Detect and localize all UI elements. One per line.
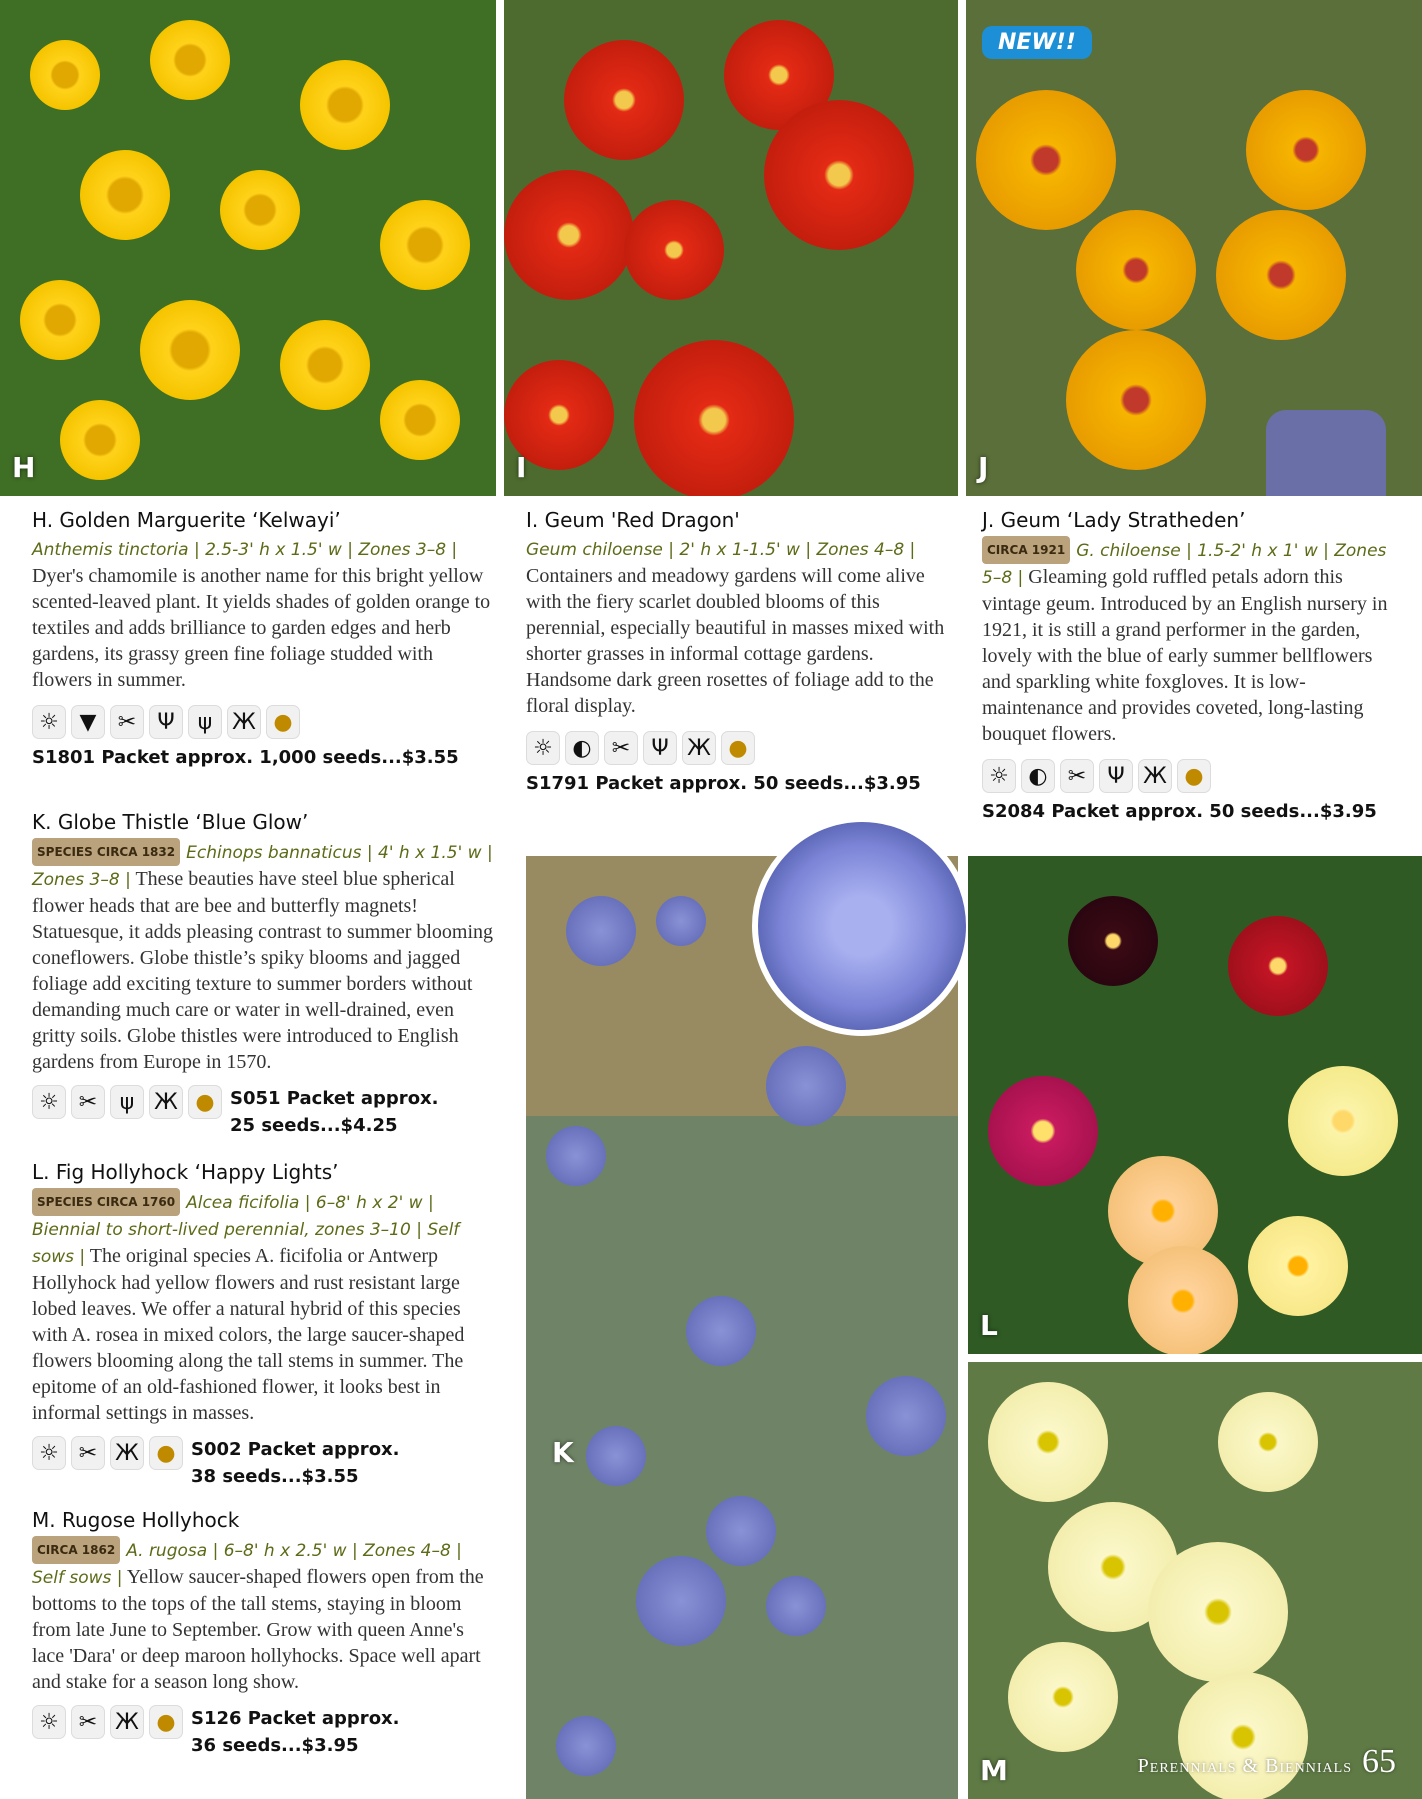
growing-icons	[32, 1705, 183, 1739]
container-icon: ▼	[71, 705, 105, 739]
entry-geum-red-dragon	[526, 508, 946, 794]
footer-section: Perennials & Biennials	[1137, 1755, 1352, 1777]
price-line	[191, 1436, 400, 1490]
price-line: S2084 Packet approx. 50 seeds...$3.95	[982, 801, 1377, 822]
entry-golden-marguerite	[32, 508, 492, 768]
growing-icons	[32, 1436, 183, 1470]
entry-title: L. Fig Hollyhock ‘Happy Lights’	[32, 1160, 339, 1184]
bee-icon: ●	[721, 731, 755, 765]
butterfly-icon: Ж	[682, 731, 716, 765]
entry-title: H. Golden Marguerite ‘Kelwayi’	[32, 508, 341, 532]
growing-icons	[32, 1085, 222, 1119]
price-line: S1801 Packet approx. 1,000 seeds...$3.55	[32, 747, 459, 768]
entry-body: Gleaming gold ruffled petals adorn this vintage geum. Introduced by an English nursery in 1921, it is still a grand performer in the garden, lovely with the blue of early summer bellflowers and sparkling white foxgloves. It is low-maintenance and provides coveted, long-lasting bouquet flowers.	[982, 566, 1388, 745]
page-number: 65	[1362, 1743, 1396, 1780]
cut-flower-icon: ✂	[110, 705, 144, 739]
photo-tag-l: L	[980, 1309, 998, 1342]
entry-geum-lady-stratheden	[982, 508, 1396, 822]
circa-badge: SPECIES CIRCA 1760	[32, 1188, 180, 1216]
deer-resistant-icon: Ψ	[1099, 759, 1133, 793]
entry-specs: Echinops bannaticus | 4' h x 1.5' w | Zones 3–8 |	[32, 843, 493, 890]
deer-resistant-icon: Ψ	[643, 731, 677, 765]
growing-icons	[526, 731, 946, 765]
bee-icon: ●	[266, 705, 300, 739]
price-line-2: 25 seeds...$4.25	[230, 1115, 398, 1136]
photo-tag-m: M	[980, 1754, 1008, 1787]
entry-specs: A. rugosa | 6–8' h x 2.5' w | Zones 4–8 | Self sows |	[32, 1541, 462, 1588]
photo-tag-k: K	[552, 1436, 574, 1469]
price-line-2: 38 seeds...$3.55	[191, 1466, 359, 1487]
bee-icon: ●	[149, 1705, 183, 1739]
entry-description	[32, 536, 492, 693]
circa-badge: CIRCA 1921	[982, 536, 1070, 564]
growing-icons	[32, 705, 492, 739]
cut-flower-icon: ✂	[71, 1436, 105, 1470]
price-line-1: S126 Packet approx.	[191, 1708, 400, 1729]
deer-resistant-icon: Ψ	[149, 705, 183, 739]
part-shade-icon: ◐	[1021, 759, 1055, 793]
page-footer	[1138, 1743, 1396, 1781]
photo-golden-marguerite	[0, 0, 496, 496]
photo-globe-thistle-closeup	[752, 816, 972, 1036]
entry-fig-hollyhock	[32, 1160, 498, 1490]
butterfly-icon: Ж	[1138, 759, 1172, 793]
photo-geum-lady-stratheden	[966, 0, 1422, 496]
entry-description	[526, 536, 946, 719]
cut-flower-icon: ✂	[71, 1705, 105, 1739]
entry-description	[32, 838, 502, 1075]
growing-icons	[982, 759, 1396, 793]
entry-body: Dyer's chamomile is another name for this bright yellow scented-leaved plant. It yields shades of golden orange to textiles and adds brilliance to garden edges and herb gardens, its grassy green fine foliage studded with flowers in summer.	[32, 565, 491, 691]
sun-icon: ☼	[982, 759, 1016, 793]
entry-globe-thistle	[32, 810, 502, 1139]
entry-description	[32, 1536, 498, 1695]
entry-specs: Alcea ficifolia | 6–8' h x 2' w | Biennial to short-lived perennial, zones 3–10 | Self sows |	[32, 1193, 460, 1267]
entry-body: These beauties have steel blue spherical flower heads that are bee and butterfly magnets! Statuesque, it adds pleasing contrast to summer blooming coneflowers. Globe thistle’s spiky blooms and jagged foliage add exciting texture to summer borders without demanding much care or water in well-drained, even gritty soils. Globe thistles were introduced to English gardens from Europe in 1570.	[32, 868, 494, 1073]
bee-icon: ●	[1177, 759, 1211, 793]
photo-tag-j: J	[978, 451, 989, 484]
sun-icon: ☼	[32, 705, 66, 739]
entry-description	[982, 536, 1396, 747]
sun-icon: ☼	[32, 1705, 66, 1739]
butterfly-icon: Ж	[110, 1705, 144, 1739]
entry-rugose-hollyhock	[32, 1508, 498, 1759]
price-line	[191, 1705, 400, 1759]
butterfly-icon: Ж	[110, 1436, 144, 1470]
price-line: S1791 Packet approx. 50 seeds...$3.95	[526, 773, 921, 794]
photo-fig-hollyhock	[968, 856, 1422, 1354]
bee-icon: ●	[149, 1436, 183, 1470]
entry-body: Containers and meadowy gardens will come alive with the fiery scarlet doubled blooms of this perennial, especially beautiful in masses mixed with shorter grasses in informal cottage gardens. Handsome dark green rosettes of foliage add to the floral display.	[526, 565, 945, 717]
drought-tolerant-icon: ψ	[110, 1085, 144, 1119]
price-line-1: S051 Packet approx.	[230, 1088, 439, 1109]
icons-and-price	[32, 1436, 498, 1490]
price-line-1: S002 Packet approx.	[191, 1439, 400, 1460]
sun-icon: ☼	[32, 1085, 66, 1119]
drought-tolerant-icon: ψ	[188, 705, 222, 739]
cut-flower-icon: ✂	[604, 731, 638, 765]
entry-specs: Geum chiloense | 2' h x 1-1.5' w | Zones 4–8 |	[526, 540, 916, 560]
cut-flower-icon: ✂	[1060, 759, 1094, 793]
new-badge: NEW!!	[982, 26, 1092, 59]
photo-tag-h: H	[12, 451, 36, 484]
entry-title: K. Globe Thistle ‘Blue Glow’	[32, 810, 309, 834]
circa-badge: SPECIES CIRCA 1832	[32, 838, 180, 866]
photo-tag-i: I	[516, 451, 527, 484]
entry-body: Yellow saucer-shaped flowers open from the bottoms to the tops of the tall stems, staying in bloom from late June to September. Grow with queen Anne's lace 'Dara' or deep maroon hollyhocks. Space well apart and stake for a season long show.	[32, 1566, 484, 1693]
bee-icon: ●	[188, 1085, 222, 1119]
circa-badge: CIRCA 1862	[32, 1536, 120, 1564]
entry-title: I. Geum 'Red Dragon'	[526, 508, 740, 532]
price-line-2: 36 seeds...$3.95	[191, 1735, 359, 1756]
butterfly-icon: Ж	[227, 705, 261, 739]
entry-specs: G. chiloense | 1.5-2' h x 1' w | Zones 5–8 |	[982, 541, 1387, 588]
photo-rugose-hollyhock	[968, 1362, 1422, 1799]
price-line	[230, 1085, 439, 1139]
cut-flower-icon: ✂	[71, 1085, 105, 1119]
icons-and-price	[32, 1085, 502, 1139]
butterfly-icon: Ж	[149, 1085, 183, 1119]
entry-title: J. Geum ‘Lady Stratheden’	[982, 508, 1246, 532]
entry-specs: Anthemis tinctoria | 2.5-3' h x 1.5' w | Zones 3–8 |	[32, 540, 458, 560]
entry-description	[32, 1188, 498, 1426]
sun-icon: ☼	[526, 731, 560, 765]
entry-title: M. Rugose Hollyhock	[32, 1508, 240, 1532]
icons-and-price	[32, 1705, 498, 1759]
photo-geum-red-dragon	[504, 0, 958, 496]
sun-icon: ☼	[32, 1436, 66, 1470]
entry-body: The original species A. ficifolia or Antwerp Hollyhock had yellow flowers and rust resistant large lobed leaves. We offer a natural hybrid of this species with A. rosea in mixed colors, the large saucer-shaped flowers blooming along the tall stems in summer. The epitome of an old-fashioned flower, it looks best in informal settings in masses.	[32, 1245, 465, 1424]
part-shade-icon: ◐	[565, 731, 599, 765]
